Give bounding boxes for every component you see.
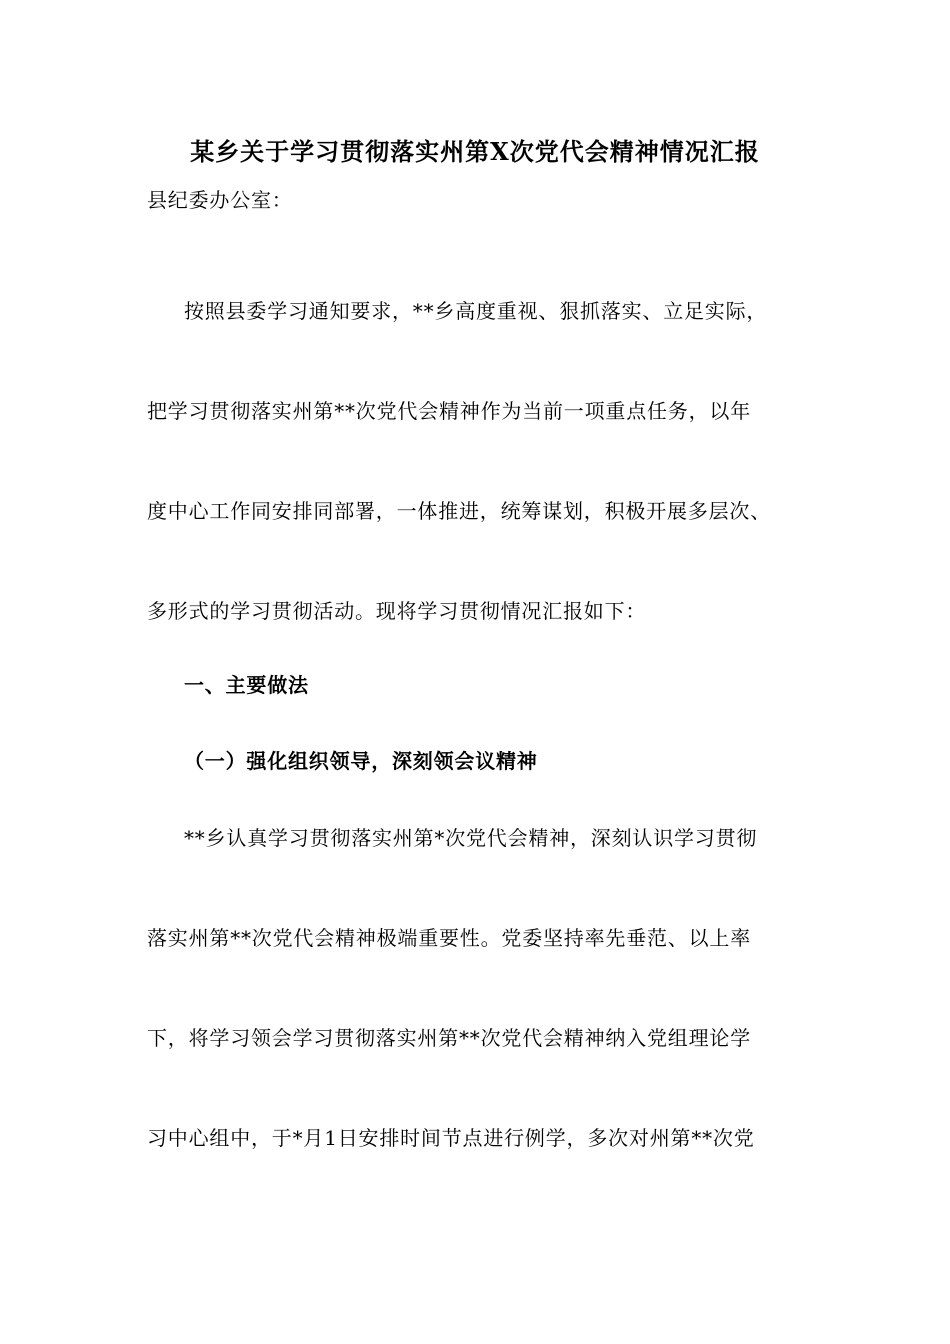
salutation: 县纪委办公室： [147,188,293,212]
intro-line-4: 多形式的学习贯彻活动。现将学习贯彻情况汇报如下： [147,599,647,623]
intro-line-3: 度中心工作同安排同部署，一体推进，统筹谋划，积极开展多层次、 [147,499,771,523]
intro-line-1: 按照县委学习通知要求，**乡高度重视、狠抓落实、立足实际， [184,299,768,323]
body-line-2: 落实州第**次党代会精神极端重要性。党委坚持率先垂范、以上率 [147,926,751,950]
subsection-heading: （一）强化组织领导，深刻领会议精神 [184,749,538,773]
intro-line-2: 把学习贯彻落实州第**次党代会精神作为当前一项重点任务，以年 [147,399,751,423]
body-line-1: **乡认真学习贯彻落实州第*次党代会精神，深刻认识学习贯彻 [184,826,758,850]
section-heading: 一、主要做法 [184,673,309,697]
body-line-3: 下，将学习领会学习贯彻落实州第**次党代会精神纳入党组理论学 [147,1026,751,1050]
document-title: 某乡关于学习贯彻落实州第X次党代会精神情况汇报 [190,137,760,166]
body-line-4: 习中心组中，于*月1日安排时间节点进行例学，多次对州第**次党 [147,1126,755,1150]
